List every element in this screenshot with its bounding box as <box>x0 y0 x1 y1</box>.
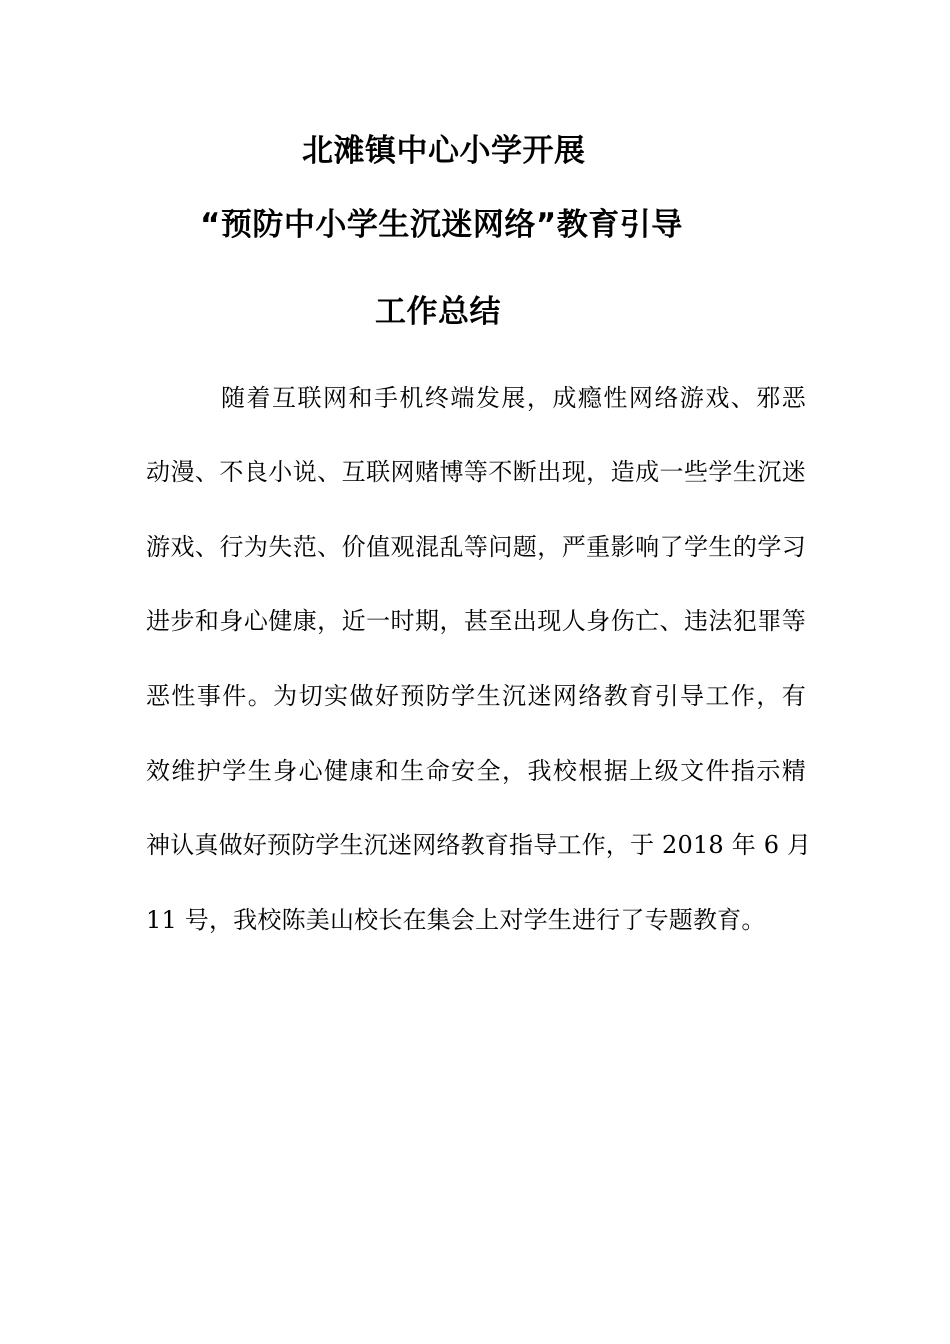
paragraph-line-1: 随着互联网和手机终端发展，成瘾性网络游戏、邪恶 <box>221 384 806 412</box>
document-title-line-2: “预防中小学生沉迷网络”教育引导 <box>200 207 683 243</box>
document-title-line-3: 工作总结 <box>375 294 501 330</box>
paragraph-line-8: 11 号，我校陈美山校长在集会上对学生进行了专题教育。 <box>146 906 766 934</box>
document-title-line-1: 北滩镇中心小学开展 <box>302 133 586 169</box>
paragraph-line-2: 动漫、不良小说、互联网赌博等不断出现，造成一些学生沉迷 <box>146 458 806 486</box>
paragraph-line-7: 神认真做好预防学生沉迷网络教育指导工作，于 2018 年 6 月 <box>146 831 812 859</box>
paragraph-line-4: 进步和身心健康，近一时期，甚至出现人身伤亡、违法犯罪等 <box>146 607 806 635</box>
paragraph-line-5: 恶性事件。为切实做好预防学生沉迷网络教育引导工作，有 <box>146 682 806 710</box>
paragraph-line-6: 效维护学生身心健康和生命安全，我校根据上级文件指示精 <box>146 757 806 785</box>
paragraph-line-3: 游戏、行为失范、价值观混乱等问题，严重影响了学生的学习 <box>146 533 806 561</box>
